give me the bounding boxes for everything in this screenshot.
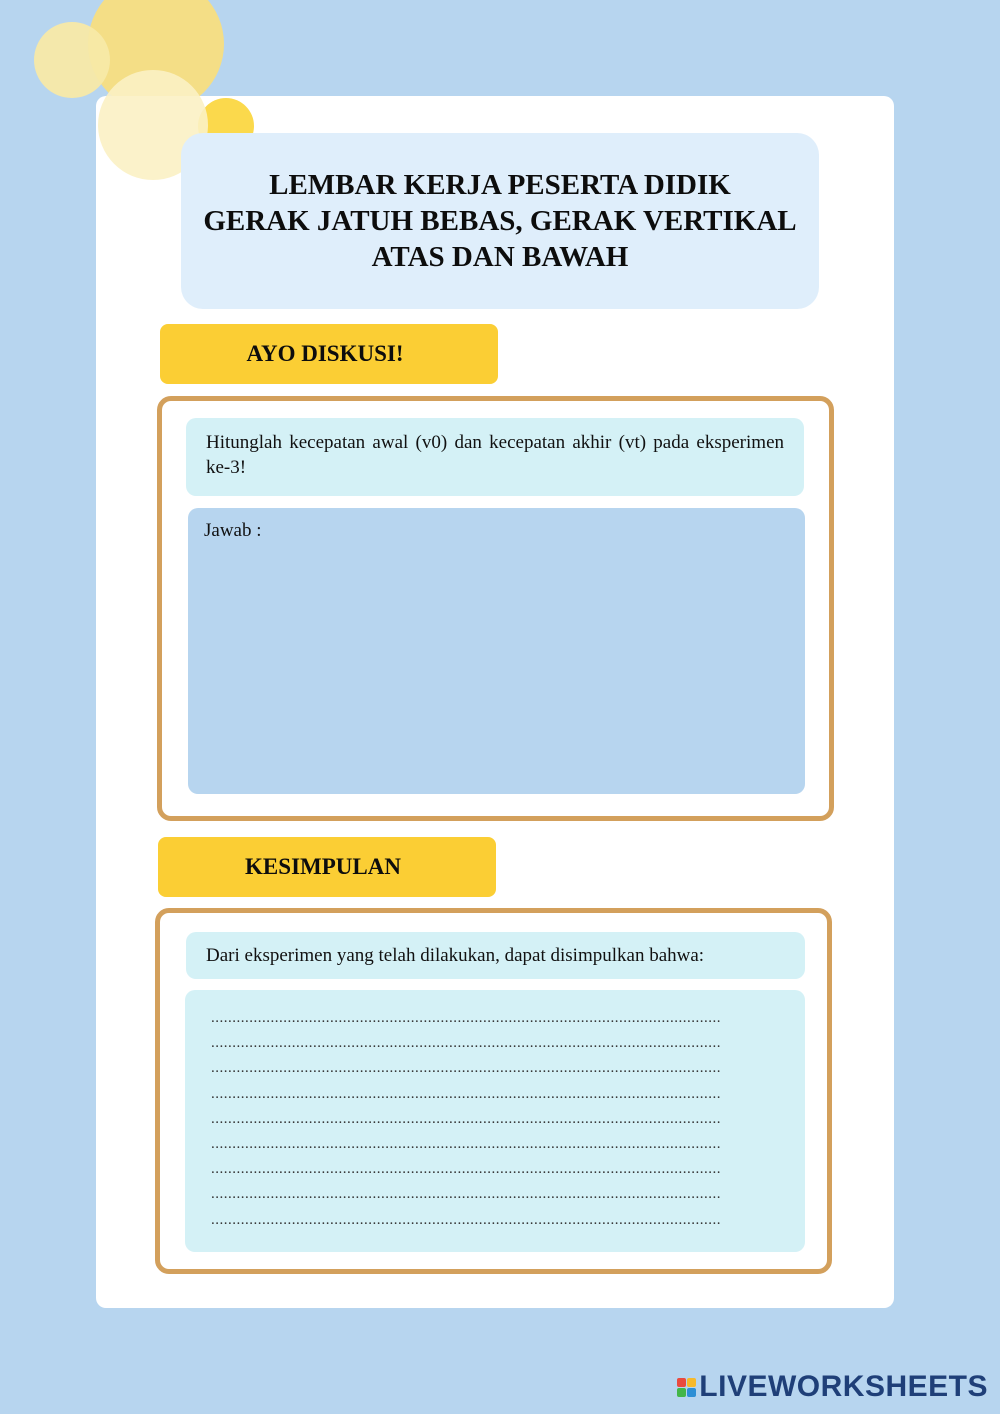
dotted-line: ........................................................................................................................ xyxy=(211,1085,721,1102)
brand-name: LIVEWORKSHEETS xyxy=(699,1370,988,1403)
decor-bubble-left xyxy=(34,22,110,98)
conclusion-prompt-text: Dari eksperimen yang telah dilakukan, dapat disimpulkan bahwa: xyxy=(206,944,705,966)
dotted-line: ........................................................................................................................ xyxy=(211,1186,721,1203)
dotted-line: ........................................................................................................................ xyxy=(211,1161,721,1178)
liveworksheets-logo-icon xyxy=(677,1378,696,1397)
logo-square xyxy=(687,1378,696,1387)
conclusion-tag-label: KESIMPULAN xyxy=(245,854,401,879)
dotted-line: ........................................................................................................................ xyxy=(211,1035,721,1052)
conclusion-prompt xyxy=(186,932,805,979)
dotted-line: ........................................................................................................................ xyxy=(211,1211,721,1228)
dotted-line: ........................................................................................................................ xyxy=(211,1060,721,1077)
title-line-2: GERAK JATUH BEBAS, GERAK VERTIKAL xyxy=(203,205,797,237)
liveworksheets-brand[interactable] xyxy=(677,1370,988,1404)
answer-field[interactable] xyxy=(188,508,805,794)
conclusion-answer-field[interactable] xyxy=(185,990,805,1252)
section-tag-conclusion xyxy=(158,837,496,897)
section-tag-discussion xyxy=(160,324,498,384)
logo-square xyxy=(677,1378,686,1387)
dotted-line: ........................................................................................................................ xyxy=(211,1110,721,1127)
title-line-1: LEMBAR KERJA PESERTA DIDIK xyxy=(269,169,731,201)
answer-label: Jawab : xyxy=(204,520,262,541)
title-line-3: ATAS DAN BAWAH xyxy=(371,241,629,273)
logo-square xyxy=(677,1388,686,1397)
logo-square xyxy=(687,1388,696,1397)
discussion-tag-label: AYO DISKUSI! xyxy=(246,341,404,366)
dotted-line: ........................................................................................................................ xyxy=(211,1135,721,1152)
discussion-question: Hitunglah kecepatan awal (v0) dan kecepatan akhir (vt) pada eksperimen ke-3! xyxy=(186,418,804,496)
worksheet-title xyxy=(181,133,819,309)
dotted-line: ........................................................................................................................ xyxy=(211,1010,721,1026)
